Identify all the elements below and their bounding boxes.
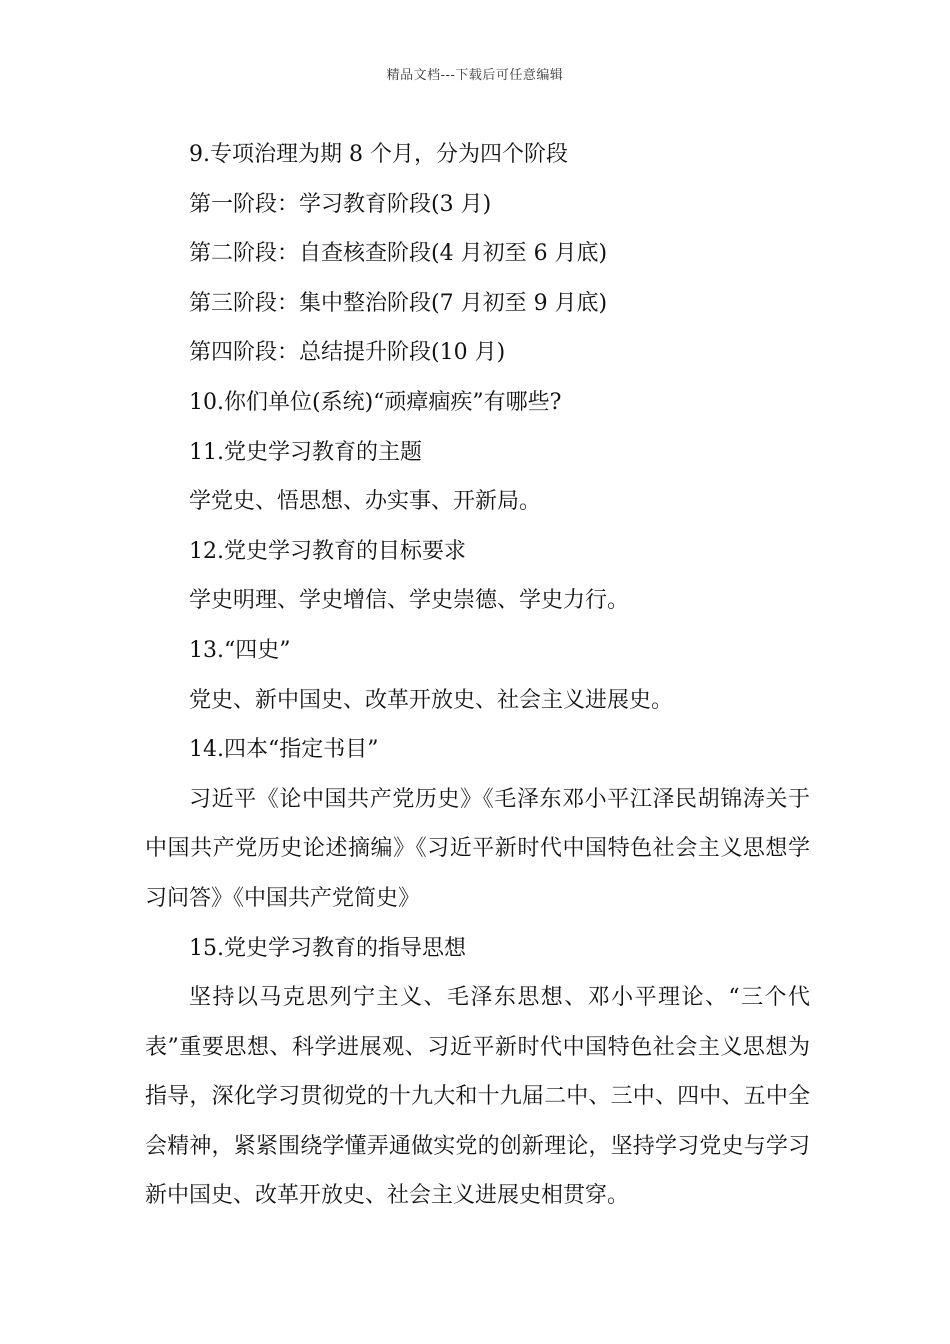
- item-15-heading: 15.党史学习教育的指导思想: [189, 935, 466, 961]
- item-9-heading: 9.专项治理为期 8 个月，分为四个阶段: [189, 142, 568, 167]
- item-15-guiding-paragraph: 坚持以马克思列宁主义、毛泽东思想、邓小平理论、“三个代表”重要思想、科学进展观、习近平新时代中国特色社会主义思想为指导，深化学习贯彻党的十九大和十九届二中、三中、四中、五中全会精神，紧紧围绕学懂弄通做实党的创新理论，坚持学习党史与学习新中国史、改革开放史、社会主义进展史相贯穿。: [145, 985, 810, 1209]
- stage-4-line: 第四阶段：总结提升阶段(10 月): [189, 340, 506, 366]
- item-14-heading: 14.四本“指定书目”: [189, 737, 379, 763]
- item-12-heading: 12.党史学习教育的目标要求: [189, 538, 466, 564]
- item-12-answer: 学史明理、学史增信、学史崇德、学史力行。: [189, 588, 630, 614]
- item-10-heading: 10.你们单位(系统)“顽瘴痼疾”有哪些?: [189, 389, 562, 415]
- item-13-answer: 党史、新中国史、改革开放史、社会主义进展史。: [189, 687, 674, 713]
- item-13-heading: 13.“四史”: [189, 637, 291, 663]
- item-11-heading: 11.党史学习教育的主题: [189, 439, 422, 465]
- stage-2-line: 第二阶段：自查核查阶段(4 月初至 6 月底): [189, 241, 608, 267]
- document-body: [145, 130, 810, 1221]
- stage-1-line: 第一阶段：学习教育阶段(3 月): [189, 191, 492, 217]
- page-header: 精品文档---下载后可任意编辑: [386, 68, 564, 83]
- stage-3-line: 第三阶段：集中整治阶段(7 月初至 9 月底): [189, 290, 608, 316]
- item-11-answer: 学党史、悟思想、办实事、开新局。: [189, 489, 542, 515]
- item-14-books-paragraph: 习近平《论中国共产党历史》《毛泽东邓小平江泽民胡锦涛关于中国共产党历史论述摘编》《习近平新时代中国特色社会主义思想学习问答》《中国共产党简史》: [145, 786, 810, 911]
